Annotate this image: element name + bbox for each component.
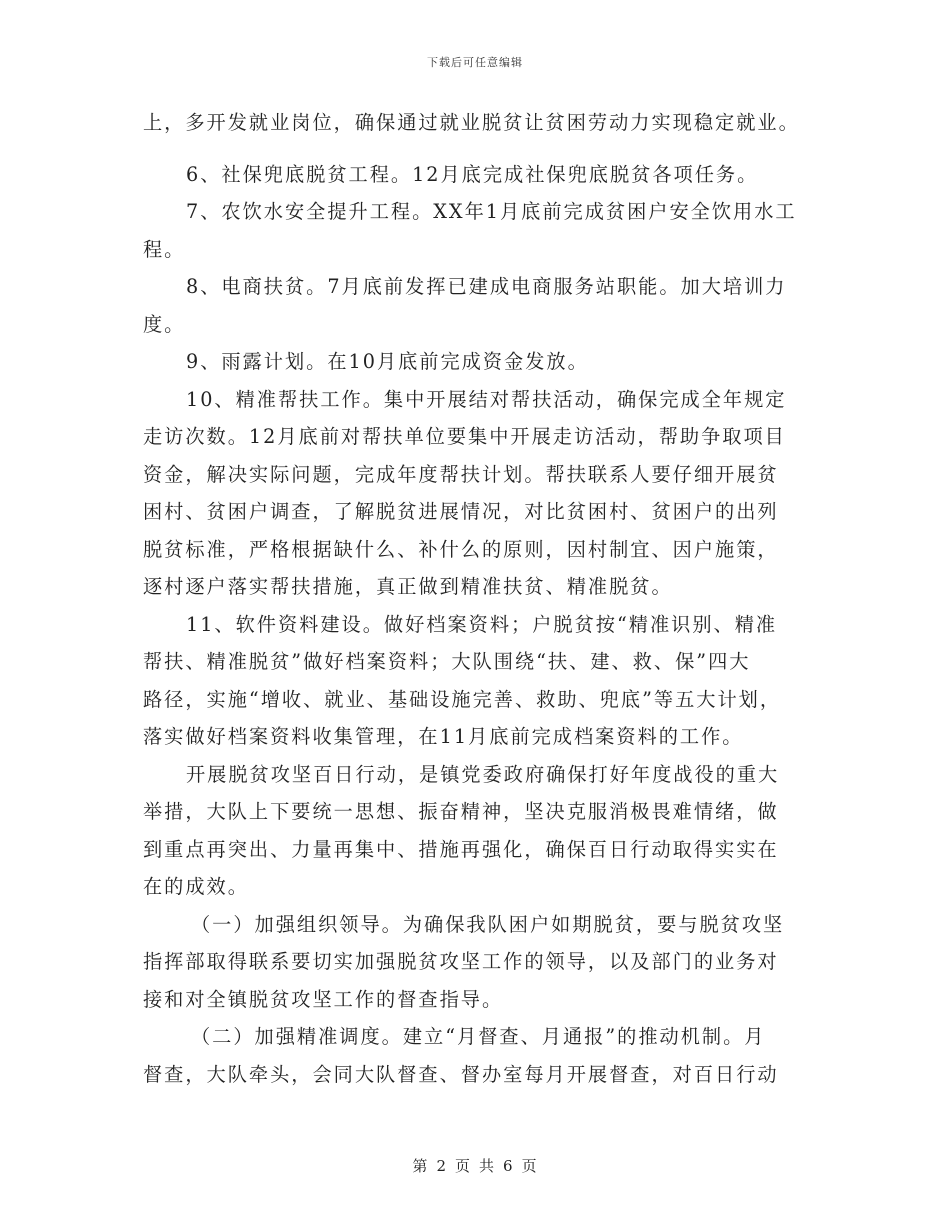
footer-total-pages: 6: [503, 1157, 514, 1175]
paragraph-line: 在的成效。: [143, 875, 249, 898]
footer-total-word: 共: [479, 1157, 496, 1175]
paragraph-line: 落实做好档案资料收集管理，在11月底前完成档案资料的工作。: [143, 725, 744, 748]
page-header-note: 下载后可任意编辑: [427, 56, 523, 69]
paragraph-line: 9、雨露计划。在10月底前完成资金发放。: [186, 350, 589, 373]
document-body: [143, 104, 810, 1093]
paragraph-line: 上，多开发就业岗位，确保通过就业脱贫让贫困劳动力实现稳定就业。: [143, 111, 800, 134]
paragraph-line: 开展脱贫攻坚百日行动，是镇党委政府确保打好年度战役的重大: [186, 762, 780, 786]
paragraph-line: 逐村逐户落实帮扶措施，真正做到精准扶贫、精准脱贫。: [143, 575, 673, 598]
paragraph-line: 困村、贫困户调查，了解脱贫进展情况，对比贫困村、贫困户的出列: [143, 500, 779, 523]
paragraph-line: 举措，大队上下要统一思想、振奋精神，坚决克服消极畏难情绪，做: [143, 800, 779, 823]
paragraph-line: 6、社保兜底脱贫工程。12月底完成社保兜底脱贫各项任务。: [186, 162, 759, 186]
paragraph-line: 接和对全镇脱贫攻坚工作的督查指导。: [143, 987, 504, 1011]
paragraph-line: 8、电商扶贫。7月底前发挥已建成电商服务站职能。加大培训力: [186, 275, 787, 298]
footer-current-page: 2: [436, 1157, 447, 1175]
paragraph-gap: [143, 142, 810, 156]
paragraph-line: （二）加强精准调度。建立“月督查、月通报”的推动机制。月: [191, 1025, 766, 1048]
footer-prefix: 第: [412, 1157, 429, 1175]
footer-page-word: 页: [454, 1157, 471, 1175]
paragraph-line: （一）加强组织领导。为确保我队困户如期脱贫，要与脱贫攻坚: [191, 912, 785, 936]
paragraph-line: 走访次数。12月底前对帮扶单位要集中开展走访活动，帮助争取项目: [143, 425, 786, 448]
paragraph-line: 督查，大队牵头，会同大队督查、督办室每月开展督查，对百日行动: [143, 1062, 779, 1086]
paragraph-line: 指挥部取得联系要切实加强脱贫攻坚工作的领导，以及部门的业务对: [143, 950, 779, 973]
paragraph-line: 到重点再突出、力量再集中、措施再强化，确保百日行动取得实实在: [143, 837, 779, 861]
paragraph-line: 程。: [143, 237, 186, 261]
paragraph-line: 资金，解决实际问题，完成年度帮扶计划。帮扶联系人要仔细开展贫: [143, 462, 779, 486]
paragraph-line: 10、精准帮扶工作。集中开展结对帮扶活动，确保完成全年规定: [186, 387, 787, 411]
paragraph-line: 度。: [143, 312, 186, 336]
paragraph-line: 11、软件资料建设。做好档案资料；户脱贫按“精准识别、精准: [186, 612, 778, 636]
paragraph-line: 脱贫标准，严格根据缺什么、补什么的原则，因村制宜、因户施策，: [143, 537, 779, 561]
paragraph-line: 7、农饮水安全提升工程。XX年1月底前完成贫困户安全饮用水工: [186, 200, 797, 223]
footer-suffix: 页: [521, 1157, 538, 1175]
paragraph-line: 帮扶、精准脱贫”做好档案资料；大队围绕“扶、建、救、保”四大: [143, 650, 751, 673]
page-footer: [0, 1155, 950, 1176]
paragraph-line: 路径，实施“增收、就业、基础设施完善、救助、兜底”等五大计划，: [143, 687, 782, 711]
